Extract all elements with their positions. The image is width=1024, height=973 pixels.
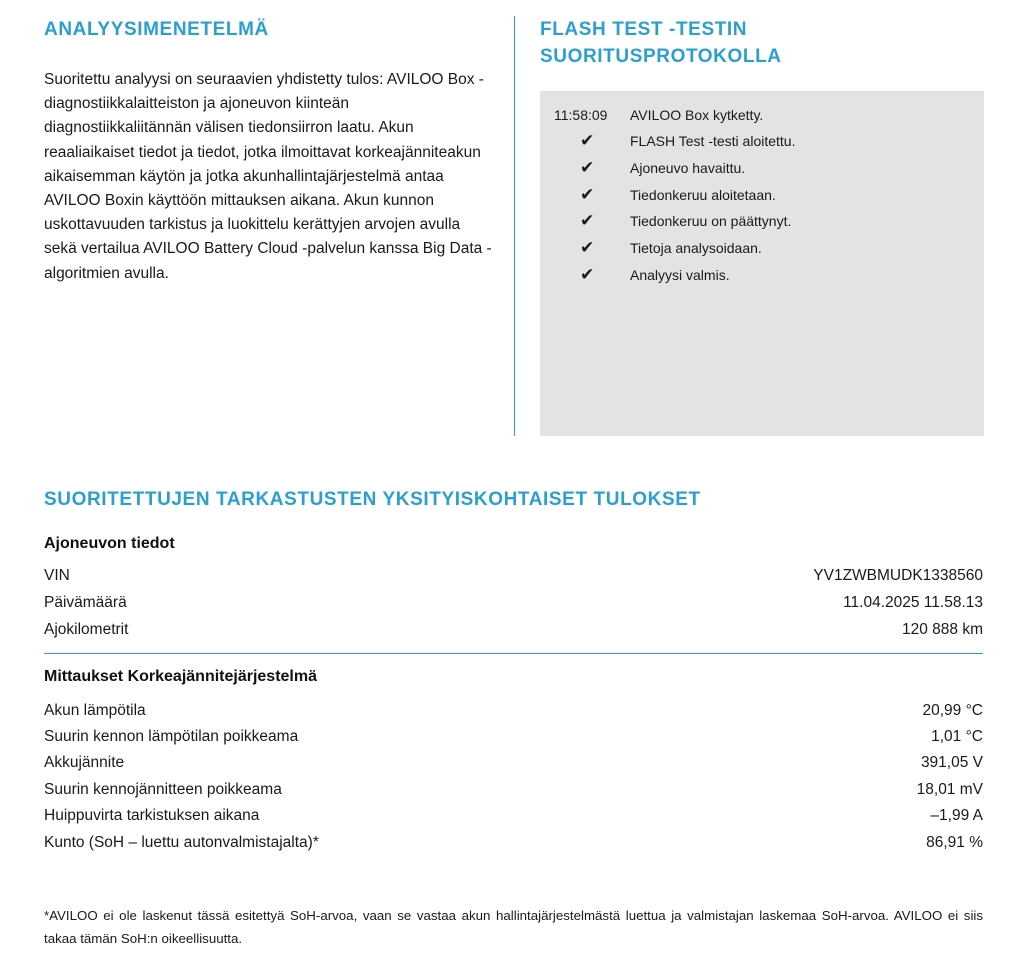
log-entry <box>540 155 984 181</box>
measurement-row <box>44 830 983 856</box>
row-value: 86,91 % <box>926 834 983 851</box>
checkmark-icon: ✔ <box>580 131 595 150</box>
row-value: 20,99 °C <box>922 702 983 719</box>
log-timestamp: 11:58:09 <box>554 107 608 123</box>
protocol-title-line2: SUORITUSPROTOKOLLA <box>540 46 782 67</box>
protocol-title-line1: FLASH TEST -TESTIN <box>540 19 748 40</box>
checkmark-icon: ✔ <box>580 185 595 204</box>
analysis-body: Suoritettu analyysi on seuraavien yhdistetty tulos: AVILOO Box -diagnostiikkalaitteiston ja ajoneuvon kiinteän diagnostiikkaliitännän välisen tiedonsiirron laatu. Akun reaaliaikaiset tiedot ja tiedot, jotka ilmoittavat korkeajänniteakun aikaisemman käytön ja jotka akunhallintajärjestelmä antaa AVILOO Boxin käyttöön mittauksen aikana. Akun kunnon uskottavuuden tarkistus ja luokittelu kerättyjen arvojen avulla sekä vertailua AVILOO Battery Cloud -palvelun kanssa Big Data -algoritmien avulla. <box>44 71 492 282</box>
row-value: YV1ZWBMUDK1338560 <box>813 567 983 584</box>
row-value: 11.04.2025 11.58.13 <box>843 594 983 611</box>
log-entry-text: Tiedonkeruu aloitetaan. <box>630 187 776 203</box>
log-entry-text: AVILOO Box kytketty. <box>630 107 764 123</box>
measurement-row <box>44 777 983 803</box>
checkmark-icon: ✔ <box>580 158 595 177</box>
row-value: 18,01 mV <box>916 781 983 798</box>
row-value: 1,01 °C <box>931 728 983 745</box>
row-value: 391,05 V <box>920 754 983 771</box>
row-label: Huippuvirta tarkistuksen aikana <box>44 807 260 824</box>
section-divider <box>44 653 983 654</box>
row-value: 120 888 km <box>902 621 983 638</box>
log-entry-text: Tietoja analysoidaan. <box>630 240 762 256</box>
analysis-title: ANALYYSIMENETELMÄ <box>44 19 269 40</box>
log-entry-text: Analyysi valmis. <box>630 267 730 283</box>
row-label: Ajokilometrit <box>44 621 129 638</box>
log-entry <box>540 235 984 261</box>
protocol-log-panel <box>540 91 984 436</box>
results-title: SUORITETTUJEN TARKASTUSTEN YKSITYISKOHTAISET TULOKSET <box>44 489 701 510</box>
row-label: Päivämäärä <box>44 594 127 611</box>
row-label: Suurin kennojännitteen poikkeama <box>44 781 282 798</box>
measurement-row <box>44 698 983 724</box>
vehicle-info-title: Ajoneuvon tiedot <box>44 535 175 552</box>
checkmark-icon: ✔ <box>580 265 595 284</box>
row-label: Akun lämpötila <box>44 702 146 719</box>
measurement-row <box>44 724 983 750</box>
footnote: *AVILOO ei ole laskenut tässä esitettyä SoH-arvoa, vaan se vastaa akun hallintajärjestelmästä luettua ja valmistajan laskemaa SoH-arvoa. AVILOO ei siis takaa tämän SoH:n oikeellisuutta. <box>44 908 983 946</box>
protocol-section <box>540 16 984 70</box>
measurement-row <box>44 803 983 829</box>
vehicle-row-vin <box>44 563 983 589</box>
row-value: –1,99 A <box>930 807 983 824</box>
row-label: Kunto (SoH – luettu autonvalmistajalta)* <box>44 834 319 851</box>
row-label: Akkujännite <box>44 754 125 771</box>
log-entry-text: FLASH Test -testi aloitettu. <box>630 133 796 149</box>
log-entry <box>540 128 984 154</box>
row-label: VIN <box>44 567 70 584</box>
measurement-row <box>44 750 983 776</box>
log-entry <box>540 102 984 128</box>
log-entry <box>540 262 984 288</box>
analysis-section <box>44 16 494 286</box>
log-entry-text: Tiedonkeruu on päättynyt. <box>630 213 792 229</box>
log-entry-text: Ajoneuvo havaittu. <box>630 160 746 176</box>
vertical-divider <box>514 16 515 436</box>
checkmark-icon: ✔ <box>580 211 595 230</box>
log-entry <box>540 182 984 208</box>
vehicle-row-date <box>44 590 983 616</box>
checkmark-icon: ✔ <box>580 238 595 257</box>
vehicle-row-mileage <box>44 617 983 643</box>
log-entry <box>540 208 984 234</box>
measurements-title: Mittaukset Korkeajännitejärjestelmä <box>44 668 317 685</box>
row-label: Suurin kennon lämpötilan poikkeama <box>44 728 299 745</box>
